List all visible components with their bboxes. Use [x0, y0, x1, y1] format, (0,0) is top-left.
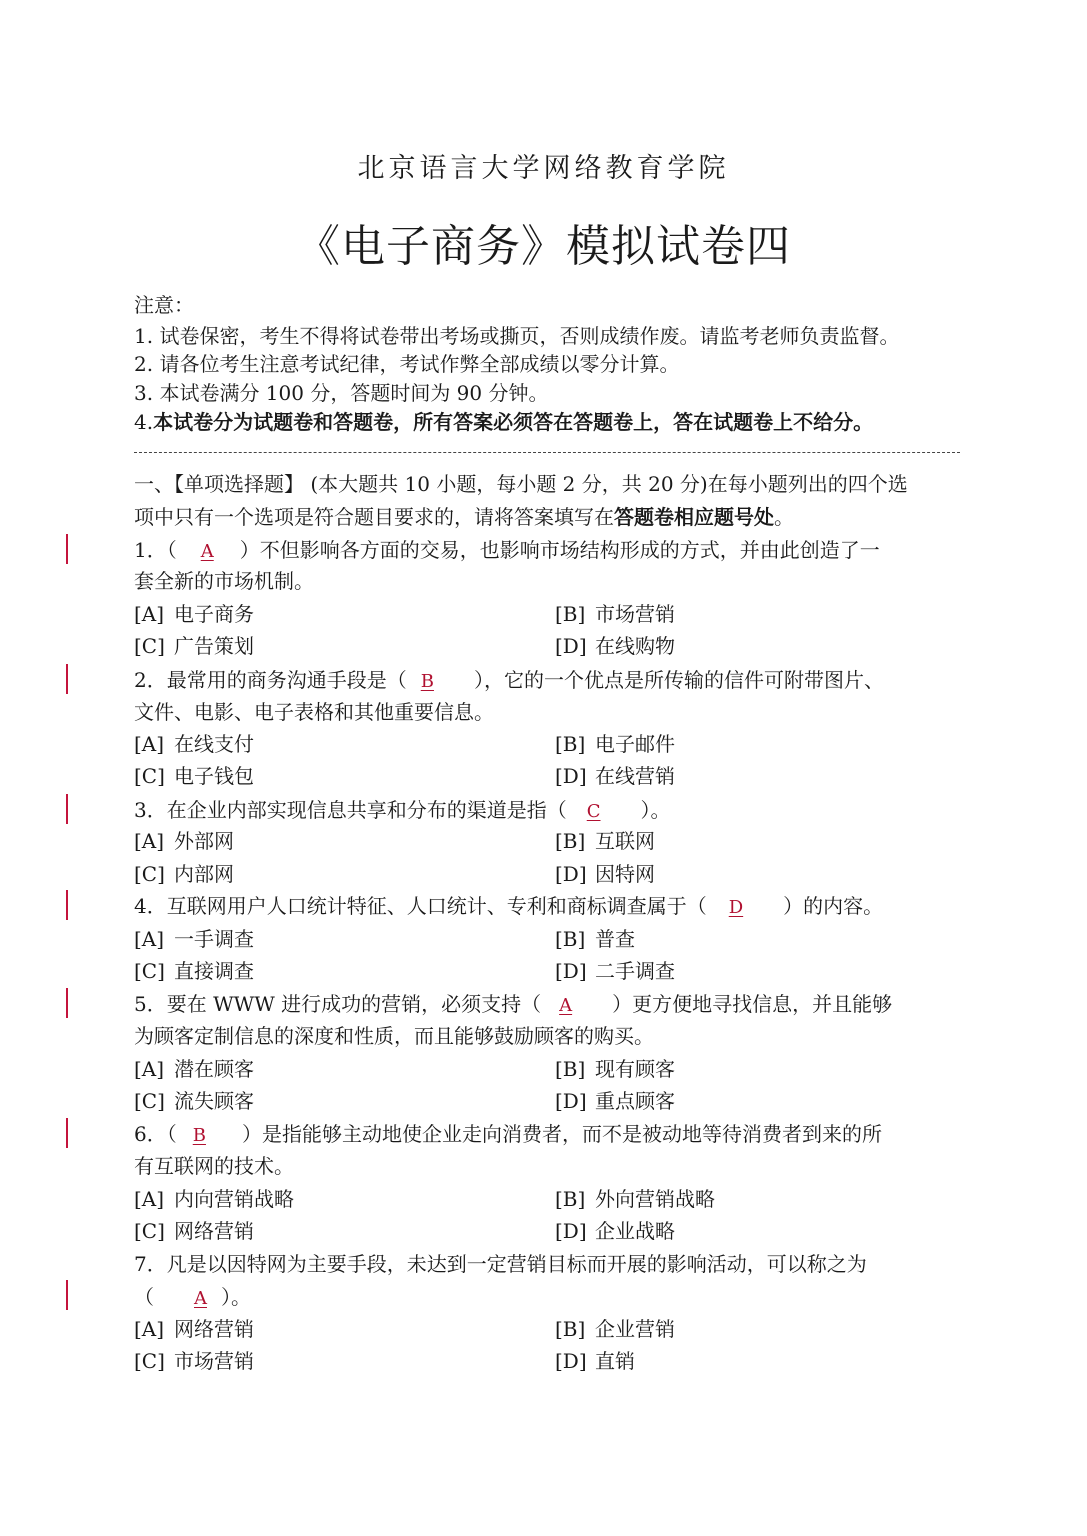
question-5-option-c	[134, 1087, 254, 1115]
question-7-option-a	[134, 1315, 254, 1343]
option-text: 企业营销	[595, 1317, 675, 1341]
option-text: 现有顾客	[595, 1057, 675, 1081]
question-3-option-b	[555, 827, 655, 855]
question-5-stem-line-2: 为顾客定制信息的深度和性质，而且能够鼓励顾客的购买。	[134, 1024, 654, 1048]
option-text: 互联网	[595, 829, 655, 853]
question-4-suffix: ）的内容。	[783, 894, 884, 918]
option-tag: [C]	[134, 764, 165, 788]
option-text: 内向营销战略	[174, 1187, 294, 1211]
option-tag: [A]	[134, 1187, 165, 1211]
revision-bar	[66, 1118, 68, 1148]
option-tag: [C]	[134, 1089, 165, 1113]
option-text: 市场营销	[174, 1349, 254, 1373]
question-7-stem-line-2	[134, 1283, 964, 1313]
question-5-prefix: 5．要在 WWW 进行成功的营销，必须支持（	[134, 992, 542, 1016]
revision-bar	[66, 988, 68, 1018]
question-2-suffix: ），它的一个优点是所传输的信件可附带图片、	[473, 668, 884, 692]
option-text: 普查	[595, 927, 635, 951]
option-text: 电子钱包	[174, 764, 254, 788]
option-text: 直接调查	[174, 959, 254, 983]
option-text: 在线购物	[595, 634, 675, 658]
question-2-option-b	[555, 730, 675, 758]
option-tag: [B]	[555, 602, 586, 626]
option-tag: [C]	[134, 1219, 165, 1243]
option-text: 电子邮件	[595, 732, 675, 756]
option-tag: [C]	[134, 959, 165, 983]
question-5-option-b	[555, 1055, 675, 1083]
option-tag: [D]	[555, 1089, 587, 1113]
question-2-option-c	[134, 762, 254, 790]
question-7-option-b	[555, 1315, 675, 1343]
question-3-suffix: ）。	[640, 798, 671, 822]
option-tag: [C]	[134, 1349, 165, 1373]
question-1-prefix: 1．（	[134, 538, 177, 562]
question-3-option-d	[555, 860, 655, 888]
question-6-stem-line-2: 有互联网的技术。	[134, 1154, 294, 1178]
option-text: 企业战略	[595, 1219, 675, 1243]
option-text: 一手调查	[174, 927, 254, 951]
question-5-stem	[134, 990, 964, 1020]
option-tag: [B]	[555, 1187, 586, 1211]
question-4-option-b	[555, 925, 635, 953]
question-5-option-d	[555, 1087, 675, 1115]
option-text: 内部网	[174, 862, 234, 886]
question-1-answer: A	[200, 541, 214, 562]
question-2-answer: B	[420, 671, 434, 692]
option-tag: [A]	[134, 732, 165, 756]
option-tag: [B]	[555, 829, 586, 853]
option-tag: [B]	[555, 1057, 586, 1081]
question-3-option-c	[134, 860, 234, 888]
option-tag: [D]	[555, 1219, 587, 1243]
question-7-open-paren: （	[134, 1285, 154, 1309]
option-tag: [C]	[134, 634, 165, 658]
option-tag: [A]	[134, 829, 165, 853]
revision-bar	[66, 664, 68, 694]
option-text: 电子商务	[174, 602, 254, 626]
option-tag: [A]	[134, 927, 165, 951]
question-7-option-c	[134, 1347, 254, 1375]
section-instruction: 项中只有一个选项是符合题目要求的，请将答案填写在	[134, 505, 614, 529]
option-text: 网络营销	[174, 1219, 254, 1243]
option-tag: [D]	[555, 764, 587, 788]
question-6-answer: B	[192, 1125, 206, 1146]
notice-label: 注意：	[134, 293, 194, 317]
option-text: 在线支付	[174, 732, 254, 756]
notice-item-4-text: 本试卷分为试题卷和答题卷，所有答案必须答在答题卷上，答在试题卷上不给分。	[153, 410, 874, 434]
question-2-stem-line-2: 文件、电影、电子表格和其他重要信息。	[134, 700, 494, 724]
option-text: 直销	[595, 1349, 635, 1373]
question-5-answer: A	[559, 995, 573, 1016]
question-7-answer: A	[194, 1288, 207, 1309]
option-text: 二手调查	[595, 959, 675, 983]
question-1-stem	[134, 536, 964, 566]
option-text: 广告策划	[174, 634, 254, 658]
section-instruction-emphasis: 答题卷相应题号处	[614, 505, 774, 529]
option-tag: [C]	[134, 862, 165, 886]
question-2-option-d	[555, 762, 675, 790]
option-text: 网络营销	[174, 1317, 254, 1341]
option-tag: [B]	[555, 927, 586, 951]
notice-item-2: 2. 请各位考生注意考试纪律，考试作弊全部成绩以零分计算。	[134, 352, 680, 376]
question-4-prefix: 4．互联网用户人口统计特征、人口统计、专利和商标调查属于（	[134, 894, 707, 918]
question-7-stem: 7．凡是以因特网为主要手段，未达到一定营销目标而开展的影响活动，可以称之为	[134, 1252, 867, 1276]
option-text: 流失顾客	[174, 1089, 254, 1113]
question-7-option-d	[555, 1347, 635, 1375]
option-text: 潜在顾客	[174, 1057, 254, 1081]
question-6-option-b	[555, 1185, 715, 1213]
option-tag: [D]	[555, 959, 587, 983]
question-1-option-c	[134, 632, 254, 660]
question-6-suffix: ）是指能够主动地使企业走向消费者，而不是被动地等待消费者到来的所	[241, 1122, 882, 1146]
notice-item-3: 3. 本试卷满分 100 分，答题时间为 90 分钟。	[134, 381, 549, 405]
question-6-option-d	[555, 1217, 675, 1245]
question-6-stem	[134, 1120, 964, 1150]
institution-name: 北京语言大学网络教育学院	[357, 153, 730, 184]
option-text: 外向营销战略	[595, 1187, 715, 1211]
question-3-prefix: 3．在企业内部实现信息共享和分布的渠道是指（	[134, 798, 567, 822]
section-heading-line-1: 一、【单项选择题】 (本大题共 10 小题，每小题 2 分，共 20 分)在每小题列出的四个选	[134, 472, 908, 496]
option-text: 因特网	[595, 862, 655, 886]
question-4-option-c	[134, 957, 254, 985]
question-7-suffix: ）。	[221, 1285, 251, 1309]
question-3-answer: C	[586, 801, 601, 822]
notice-item-4-number: 4.	[134, 410, 154, 434]
option-tag: [A]	[134, 1317, 165, 1341]
option-tag: [D]	[555, 862, 587, 886]
question-4-answer: D	[728, 897, 744, 918]
question-4-option-a	[134, 925, 254, 953]
question-3-option-a	[134, 827, 234, 855]
section-heading-line-2	[134, 503, 964, 531]
question-1-stem-line-2: 套全新的市场机制。	[134, 569, 314, 593]
section-instruction-end: 。	[774, 505, 794, 529]
question-3-stem	[134, 796, 964, 826]
question-4-stem	[134, 892, 964, 922]
option-tag: [D]	[555, 634, 587, 658]
question-6-prefix: 6．（	[134, 1122, 177, 1146]
notice-item-4	[134, 408, 964, 436]
option-tag: [B]	[555, 732, 586, 756]
question-2-option-a	[134, 730, 254, 758]
exam-title: 《电子商务》模拟试卷四	[296, 221, 791, 272]
question-6-option-a	[134, 1185, 294, 1213]
option-text: 在线营销	[595, 764, 675, 788]
revision-bar	[66, 890, 68, 920]
question-2-stem	[134, 666, 964, 696]
option-tag: [B]	[555, 1317, 586, 1341]
option-text: 外部网	[174, 829, 234, 853]
question-6-option-c	[134, 1217, 254, 1245]
revision-bar	[66, 794, 68, 824]
question-2-prefix: 2．最常用的商务沟通手段是（	[134, 668, 407, 692]
question-4-option-d	[555, 957, 675, 985]
question-5-option-a	[134, 1055, 254, 1083]
question-1-option-d	[555, 632, 675, 660]
question-1-option-b	[555, 600, 675, 628]
revision-bar	[66, 1280, 68, 1310]
question-5-suffix: ）更方便地寻找信息，并且能够	[612, 992, 893, 1016]
option-text: 重点顾客	[595, 1089, 675, 1113]
question-1-option-a	[134, 600, 254, 628]
option-tag: [A]	[134, 602, 165, 626]
question-1-suffix: ）不但影响各方面的交易，也影响市场结构形成的方式，并由此创造了一	[239, 538, 880, 562]
section-divider	[134, 452, 960, 453]
revision-bar	[66, 534, 68, 564]
option-text: 市场营销	[595, 602, 675, 626]
option-tag: [D]	[555, 1349, 587, 1373]
option-tag: [A]	[134, 1057, 165, 1081]
notice-item-1: 1. 试卷保密，考生不得将试卷带出考场或撕页，否则成绩作废。请监考老师负责监督。	[134, 324, 900, 348]
